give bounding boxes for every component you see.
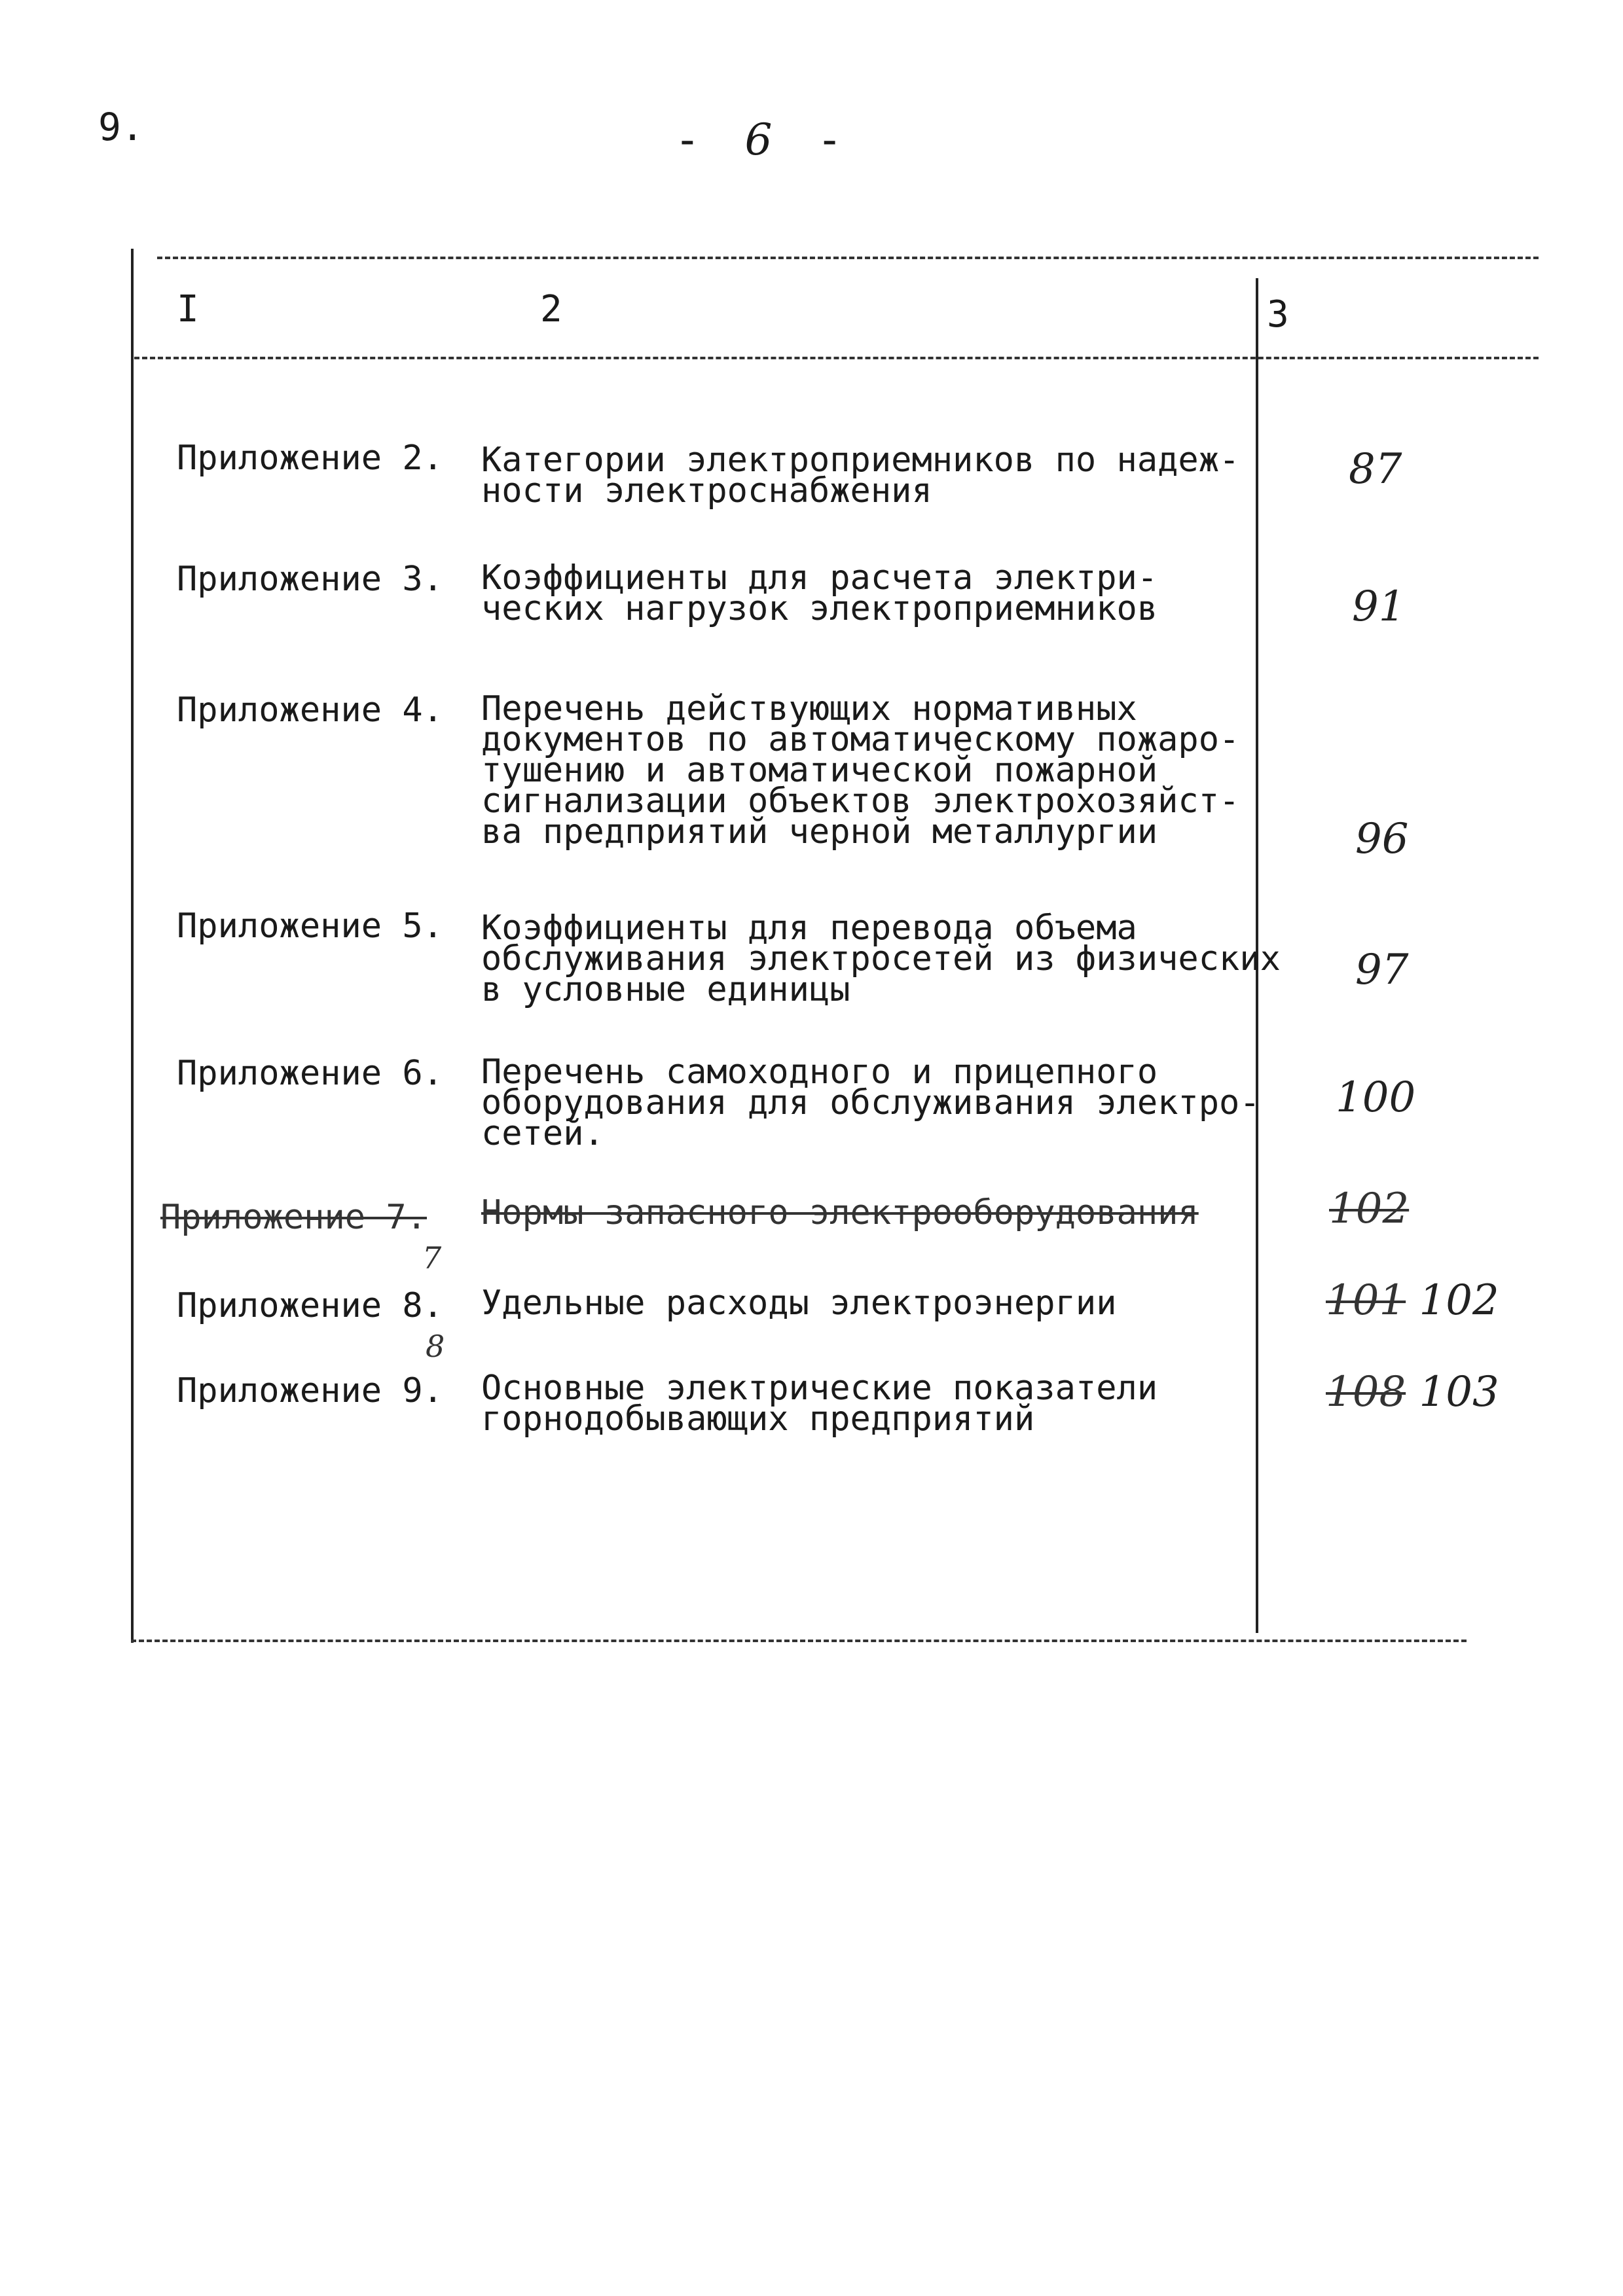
appendix-description: Основные электрические показатели горнодобывающих предприятий: [481, 1369, 1158, 1439]
appendix-description: Коэффициенты для расчета электри- ческих нагрузок электроприемников: [481, 558, 1158, 628]
appendix-page: 87: [1349, 445, 1402, 493]
appendix-page: 102: [1329, 1185, 1410, 1233]
old-page-number: 108: [1326, 1368, 1406, 1416]
appendix-name: Приложение 6.: [177, 1054, 443, 1093]
header-separator: [134, 357, 1539, 359]
table-bottom-border: [131, 1640, 1467, 1642]
handwritten-correction: 7: [422, 1240, 442, 1276]
appendix-description: Нормы запасного электрооборудования: [481, 1193, 1199, 1232]
appendix-description: Перечень действующих нормативных документов по автоматическому пожаро- тушению и автоматической пожарной сигнализации объектов электрохозяйст- ва предприятий черной металлургии: [481, 689, 1240, 852]
appendix-name: Приложение 5.: [177, 906, 443, 946]
appendix-description: Категории электроприемников по надеж- ности электроснабжения: [481, 440, 1240, 511]
page-number: - 6 -: [674, 115, 852, 165]
appendix-page: 100: [1336, 1073, 1416, 1122]
new-page-number: 102: [1419, 1276, 1499, 1325]
appendix-page: 96: [1355, 815, 1409, 863]
appendix-description: Удельные расходы электроэнергии: [481, 1283, 1117, 1323]
appendix-name: Приложение 3.: [177, 560, 443, 599]
appendix-name: Приложение 9.: [177, 1371, 443, 1410]
appendix-description: Перечень самоходного и прицепного оборудования для обслуживания электро- сетей.: [481, 1052, 1260, 1153]
table-left-border: [131, 249, 134, 1643]
appendix-page: [1326, 1276, 1522, 1325]
appendix-name: Приложение 7.: [160, 1198, 427, 1237]
appendix-description: Коэффициенты для перевода объема обслуживания электросетей из физических в условные единицы: [481, 908, 1281, 1009]
column-header-1: I: [177, 288, 199, 331]
appendix-name: Приложение 8.: [177, 1286, 443, 1325]
appendix-name: Приложение 4.: [177, 691, 443, 730]
corner-number: 9.: [98, 105, 144, 149]
old-page-number: 101: [1326, 1276, 1406, 1325]
appendix-page: 97: [1355, 946, 1409, 994]
new-page-number: 103: [1419, 1368, 1499, 1416]
column-header-3: 3: [1267, 293, 1289, 336]
column-header-2: 2: [540, 288, 562, 331]
appendix-name: Приложение 2.: [177, 439, 443, 478]
appendix-page: 91: [1352, 583, 1406, 631]
table-top-border: [157, 257, 1539, 259]
handwritten-correction: 8: [426, 1329, 445, 1364]
appendix-page: [1326, 1368, 1522, 1416]
page-number-value: 6: [744, 115, 782, 165]
